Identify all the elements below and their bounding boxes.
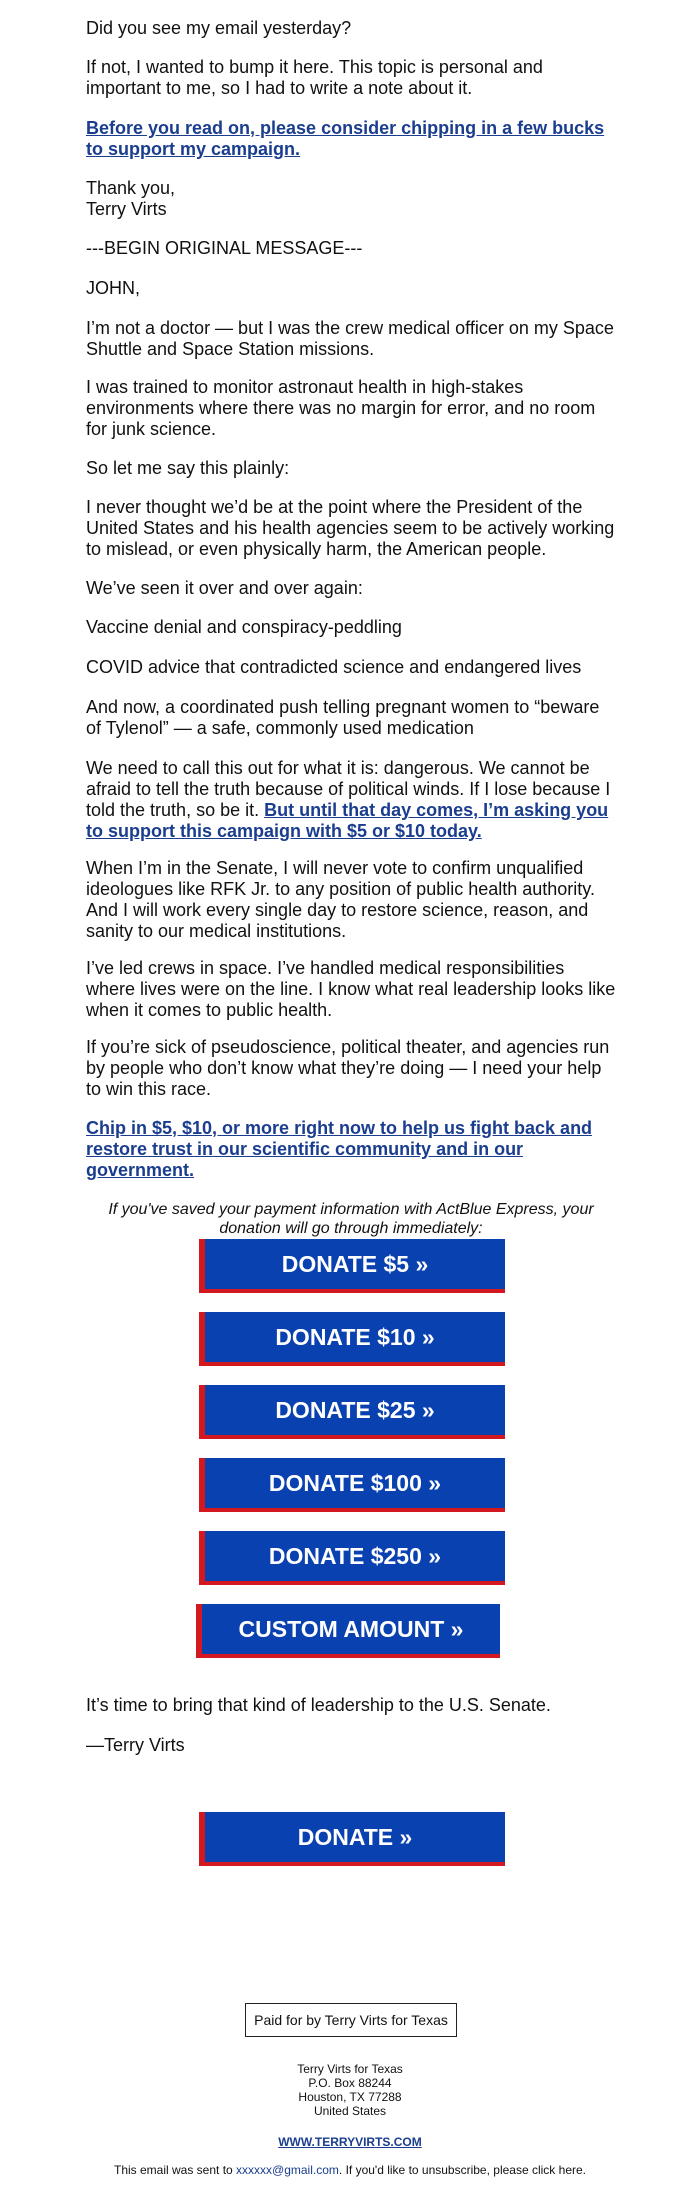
donate-10-button[interactable]: DONATE $10 » <box>199 1312 505 1366</box>
list-item-vaccine: Vaccine denial and conspiracy-peddling <box>86 617 402 637</box>
para-call-text: We need to call this out for what it is: dangerous. We cannot be afraid to tell the truth because of political winds. If I lose because I told the truth, so be it. <box>86 758 611 820</box>
donate-250-button[interactable]: DONATE $250 » <box>199 1531 505 1585</box>
donate-25-button[interactable]: DONATE $25 » <box>199 1385 505 1439</box>
para-sick: If you’re sick of pseudoscience, political theater, and agencies run by people who don’t know what they’re doing — I need your help to win this race. <box>86 1037 610 1099</box>
para-plainly: So let me say this plainly: <box>86 458 290 478</box>
donate-link-before-read[interactable] <box>86 118 616 160</box>
donate-100-button[interactable]: DONATE $100 » <box>199 1458 505 1512</box>
list-item-covid: COVID advice that contradicted science and endangered lives <box>86 657 582 677</box>
closing-signature: —Terry Virts <box>86 1735 185 1755</box>
footer-unsubscribe <box>0 2163 700 2177</box>
list-item-tylenol: And now, a coordinated push telling pregnant women to “beware of Tylenol” — a safe, commonly used medication <box>86 697 600 738</box>
website-link[interactable]: WWW.TERRYVIRTS.COM <box>278 2135 422 2149</box>
recipient-email-link[interactable]: xxxxxx@gmail.com <box>236 2163 339 2177</box>
para-trained: I was trained to monitor astronaut health in high-stakes environments where there was no margin for error, and no room for junk science. <box>86 377 596 439</box>
donate-button[interactable]: DONATE » <box>199 1812 505 1866</box>
para-crews: I’ve led crews in space. I’ve handled medical responsibilities where lives were on the line. I know what real leadership looks like when it comes to public health. <box>86 958 616 1020</box>
donate-link-chip-in[interactable] <box>86 1118 616 1181</box>
signature-name: Terry Virts <box>86 199 167 219</box>
address-line-1: Terry Virts for Texas <box>297 2062 403 2076</box>
bump-paragraph: If not, I wanted to bump it here. This topic is personal and important to me, so I had to write a note about it. <box>86 57 543 98</box>
chip-in-link-text[interactable]: Chip in $5, $10, or more right now to help us fight back and restore trust in our scientific community and in our government. <box>86 1118 593 1180</box>
para-seen: We’ve seen it over and over again: <box>86 578 363 598</box>
para-time-leadership: It’s time to bring that kind of leadership to the U.S. Senate. <box>86 1695 551 1715</box>
custom-amount-button[interactable]: CUSTOM AMOUNT » <box>196 1604 500 1658</box>
address-line-2: P.O. Box 88244 <box>308 2076 392 2090</box>
salutation: JOHN, <box>86 278 140 298</box>
para-never: I never thought we’d be at the point where the President of the United States and his health agencies seem to be actively working to mislead, or even physically harm, the American people. <box>86 497 615 559</box>
greeting-question: Did you see my email yesterday? <box>86 18 352 38</box>
para-doctor: I’m not a doctor — but I was the crew medical officer on my Space Shuttle and Space Station missions. <box>86 318 614 359</box>
para-senate: When I’m in the Senate, I will never vote to confirm unqualified ideologues like RFK Jr. to any position of public health authority. And I will work every single day to restore science, reason, and sanity to our medical institutions. <box>86 858 595 941</box>
donate-5-button[interactable]: DONATE $5 » <box>199 1239 505 1293</box>
paid-for-by-box: Paid for by Terry Virts for Texas <box>245 2003 457 2037</box>
para-call-out <box>86 758 616 842</box>
donate-link-support[interactable]: But until that day comes, I’m asking you to support this campaign with $5 or $10 today. <box>86 800 609 841</box>
donate-link-text[interactable]: Before you read on, please consider chipping in a few bucks to support my campaign. <box>86 118 605 159</box>
address-line-3: Houston, TX 77288 <box>298 2090 402 2104</box>
thank-you: Thank you, <box>86 178 176 198</box>
address-line-4: United States <box>313 2104 387 2118</box>
actblue-express-note: If you've saved your payment information with ActBlue Express, your donation will go through immediately: <box>108 1201 594 1237</box>
footer-suffix[interactable]: . If you'd like to unsubscribe, please click here. <box>338 2163 586 2177</box>
footer-prefix: This email was sent to <box>113 2163 237 2177</box>
begin-original-message: ---BEGIN ORIGINAL MESSAGE--- <box>86 238 363 258</box>
